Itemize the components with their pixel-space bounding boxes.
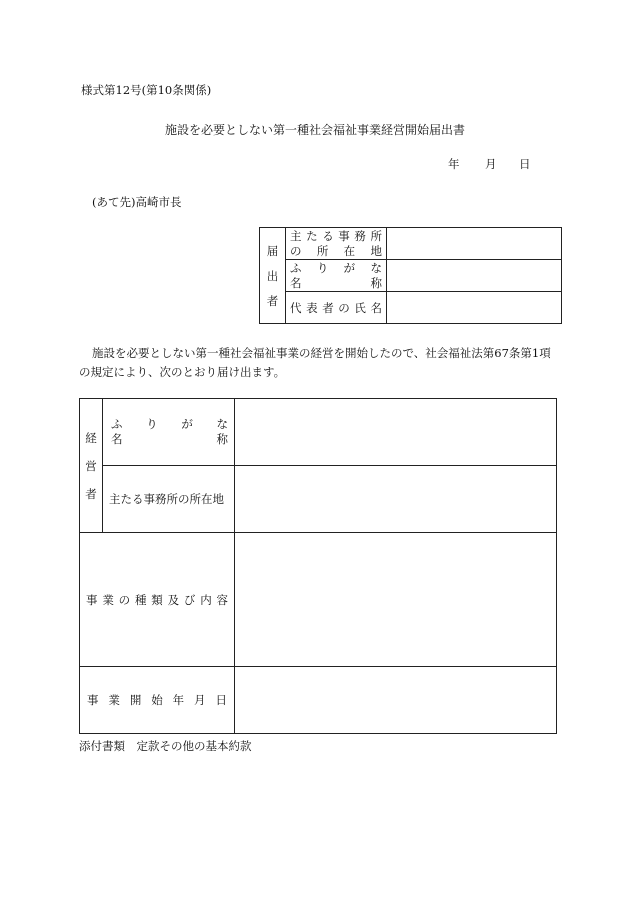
body-text-line2: の規定により、次のとおり届け出ます。 — [79, 365, 286, 379]
notifier-name-label: ふ り が な 名 称 — [286, 260, 387, 292]
notifier-representative-label: 代 表 者 の 氏 名 — [286, 292, 387, 324]
start-date-value[interactable] — [235, 667, 557, 734]
body-text-line1: 施設を必要としない第一種社会福祉事業の経営を開始したので、社会福祉法第67条第1項 — [92, 346, 551, 360]
notifier-office-location-label: 主 た る 事 務 所 の 所 在 地 — [286, 228, 387, 260]
addressee: (あて先)高崎市長 — [92, 195, 182, 209]
document-title: 施設を必要としない第一種社会福祉事業経営開始届出書 — [164, 123, 465, 137]
attachments-note: 添付書類 定款その他の基本約款 — [79, 739, 252, 753]
operator-name-label: ふ り が な 名 称 — [103, 399, 235, 466]
business-type-label: 事 業 の 種 類 及 び 内 容 — [80, 533, 235, 667]
date-day-label: 日 — [519, 157, 531, 171]
operator-office-location-label: 主たる事務所の所在地 — [103, 466, 235, 533]
notifier-side-char: 出 — [266, 268, 279, 283]
start-date-label: 事 業 開 始 年 月 日 — [80, 667, 235, 734]
operator-office-location-value[interactable] — [235, 466, 557, 533]
form-number: 様式第12号(第10条関係) — [81, 83, 212, 97]
notifier-side-label — [260, 228, 286, 324]
notifier-office-location-value[interactable] — [387, 228, 562, 260]
notifier-side-char: 届 — [266, 243, 279, 258]
date-year-label: 年 — [448, 157, 460, 171]
main-table — [79, 398, 557, 734]
notifier-representative-value[interactable] — [387, 292, 562, 324]
date-month-label: 月 — [485, 157, 497, 171]
notifier-table — [259, 227, 562, 324]
operator-side-label: 経 営 者 — [80, 399, 103, 533]
business-type-value[interactable] — [235, 533, 557, 667]
notifier-name-value[interactable] — [387, 260, 562, 292]
notifier-side-char: 者 — [266, 293, 279, 308]
operator-name-value[interactable] — [235, 399, 557, 466]
